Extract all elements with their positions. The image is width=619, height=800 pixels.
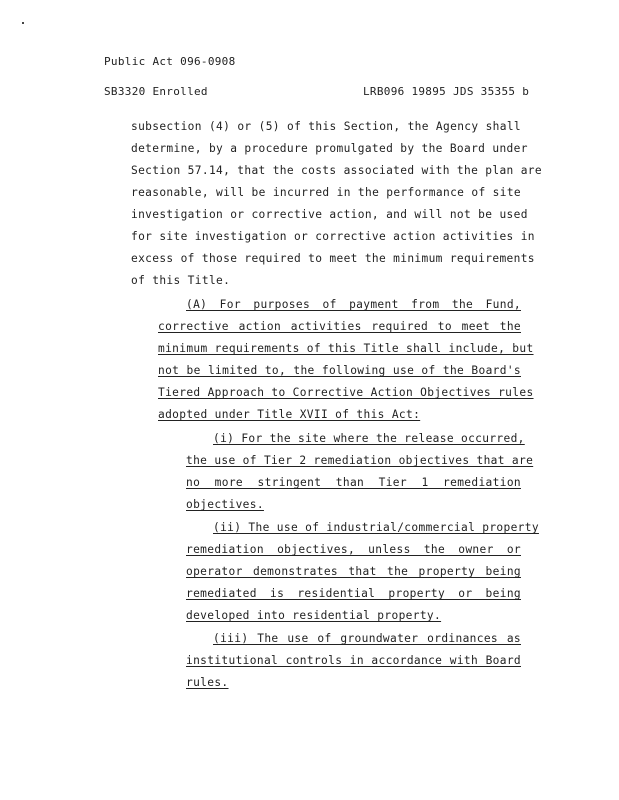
clause-a-line: corrective action activities required to meet the — [158, 320, 521, 333]
scan-speck — [22, 22, 24, 24]
item-ii-line: remediation objectives, unless the owner or — [186, 543, 521, 556]
public-act-number: Public Act 096-0908 — [104, 55, 236, 68]
item-ii-line: developed into residential property. — [186, 609, 442, 622]
item-i-line: the use of Tier 2 remediation objectives that are — [186, 454, 534, 467]
paragraph-line: Section 57.14, that the costs associated with the plan are — [131, 164, 542, 177]
paragraph-line: for site investigation or corrective action activities in — [131, 230, 535, 243]
bill-number: SB3320 Enrolled — [104, 85, 208, 98]
item-i-line: objectives. — [186, 498, 264, 511]
clause-a-line: Tiered Approach to Corrective Action Objectives rules — [158, 386, 534, 399]
paragraph-line: of this Title. — [131, 274, 231, 287]
paragraph-line: excess of those required to meet the minimum requirements — [131, 252, 535, 265]
item-ii-line: (ii) The use of industrial/commercial property — [213, 521, 539, 534]
clause-a-line: (A) For purposes of payment from the Fund, — [186, 298, 521, 311]
item-i-line: (i) For the site where the release occurred, — [213, 432, 525, 445]
clause-a-line: minimum requirements of this Title shall include, but — [158, 342, 534, 355]
paragraph-line: determine, by a procedure promulgated by the Board under — [131, 142, 528, 155]
paragraph-line: subsection (4) or (5) of this Section, the Agency shall — [131, 120, 521, 133]
clause-a-line: adopted under Title XVII of this Act: — [158, 408, 421, 421]
item-i-line: no more stringent than Tier 1 remediation — [186, 476, 521, 489]
clause-a-line: not be limited to, the following use of the Board's — [158, 364, 521, 377]
paragraph-line: reasonable, will be incurred in the performance of site — [131, 186, 521, 199]
item-iii-line: (iii) The use of groundwater ordinances as — [213, 632, 521, 645]
lrb-reference: LRB096 19895 JDS 35355 b — [363, 85, 530, 98]
paragraph-line: investigation or corrective action, and will not be used — [131, 208, 528, 221]
item-ii-line: remediated is residential property or being — [186, 587, 521, 600]
item-iii-line: rules. — [186, 676, 229, 689]
item-ii-line: operator demonstrates that the property being — [186, 565, 521, 578]
item-iii-line: institutional controls in accordance with Board — [186, 654, 521, 667]
